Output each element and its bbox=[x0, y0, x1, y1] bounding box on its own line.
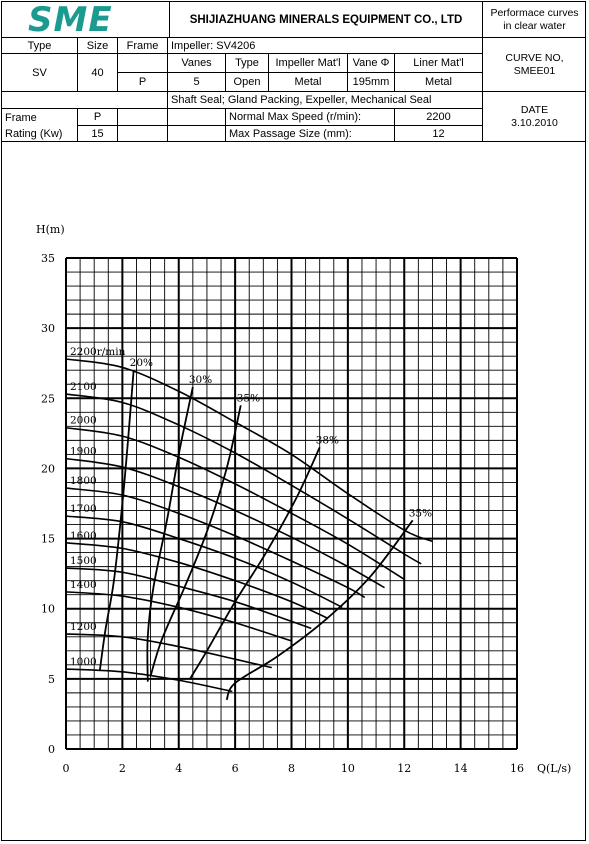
y-tick-label: 35 bbox=[41, 252, 55, 265]
y-tick-label: 0 bbox=[48, 743, 55, 756]
x-tick-label: 2 bbox=[118, 762, 126, 775]
efficiency-curve bbox=[147, 387, 193, 682]
speed-label: 1000 bbox=[70, 656, 97, 669]
efficiency-label: 20% bbox=[129, 357, 153, 370]
efficiency-label: 38% bbox=[315, 434, 340, 447]
y-tick-label: 30 bbox=[41, 322, 55, 336]
speed-label: 1500 bbox=[70, 555, 97, 568]
chart-grid bbox=[66, 258, 517, 749]
performance-line1: Performace curves bbox=[490, 6, 579, 19]
performance-line2: in clear water bbox=[503, 19, 566, 32]
speed-label: 1800 bbox=[70, 475, 97, 488]
normal-speed-label: Normal Max Speed (r/min): bbox=[226, 109, 395, 126]
date-value: 3.10.2010 bbox=[511, 116, 558, 129]
efficiency-label: 35% bbox=[408, 507, 433, 520]
curve-no-label: CURVE NO, bbox=[505, 51, 564, 64]
impeller-type-value: Open bbox=[226, 73, 269, 92]
y-tick-label: 5 bbox=[48, 672, 55, 686]
impeller-material-header: Impeller Mat'l bbox=[269, 54, 348, 73]
max-passage-value: 12 bbox=[395, 126, 483, 142]
x-tick-label: 14 bbox=[453, 762, 468, 775]
vanes-value: 5 bbox=[168, 73, 226, 92]
speed-label: 1200 bbox=[70, 620, 97, 633]
speed-label: 1700 bbox=[70, 503, 97, 516]
frame-row-value: P bbox=[78, 109, 118, 126]
logo-text: SME bbox=[28, 0, 113, 40]
impeller-model: Impeller: SV4206 bbox=[168, 38, 483, 54]
vane-diameter-value: 195mm bbox=[348, 73, 395, 92]
speed-label: 1600 bbox=[70, 529, 97, 542]
size-value: 40 bbox=[78, 54, 118, 92]
y-tick-label: 25 bbox=[41, 392, 55, 406]
impeller-type-header: Type bbox=[226, 54, 269, 73]
y-axis-label: H(m) bbox=[36, 223, 65, 236]
speed-curve bbox=[66, 459, 385, 588]
x-tick-label: 8 bbox=[288, 762, 295, 775]
chart-axes bbox=[41, 252, 524, 775]
speed-label: 2100 bbox=[70, 381, 97, 394]
frame-value: P bbox=[118, 73, 168, 92]
speed-label: 2200r/min bbox=[70, 346, 126, 359]
rating-value: 15 bbox=[78, 126, 118, 142]
efficiency-curve bbox=[151, 405, 241, 676]
vanes-header: Vanes bbox=[168, 54, 226, 73]
x-tick-label: 4 bbox=[175, 762, 183, 775]
speed-label: 2000 bbox=[70, 414, 97, 427]
frame-row-label: Frame bbox=[2, 109, 78, 126]
type-value: SV bbox=[2, 54, 78, 92]
y-tick-label: 15 bbox=[41, 532, 55, 546]
efficiency-label: 30% bbox=[188, 374, 213, 387]
frame-header: Frame bbox=[118, 38, 168, 54]
x-tick-label: 6 bbox=[231, 762, 239, 775]
y-tick-label: 10 bbox=[41, 602, 55, 616]
company-name: SHIJIAZHUANG MINERALS EQUIPMENT CO., LTD bbox=[170, 2, 483, 38]
shaft-seal: Shaft Seal; Gland Packing, Expeller, Mechanical Seal bbox=[168, 92, 483, 109]
x-axis-label: Q(L/s) bbox=[537, 762, 572, 775]
date-label: DATE bbox=[520, 103, 549, 116]
liner-material-header: Liner Mat'l bbox=[395, 54, 483, 73]
y-tick-label: 20 bbox=[41, 462, 55, 476]
impeller-material-value: Metal bbox=[269, 73, 348, 92]
curve-no-value: SMEE01 bbox=[513, 64, 556, 77]
size-header: Size bbox=[78, 38, 118, 54]
x-tick-label: 10 bbox=[340, 762, 355, 775]
speed-label: 1900 bbox=[70, 445, 97, 458]
liner-material-value: Metal bbox=[395, 73, 483, 92]
normal-speed-value: 2200 bbox=[395, 109, 483, 126]
rating-label: Rating (Kw) bbox=[2, 126, 78, 142]
speed-label: 1400 bbox=[70, 578, 97, 591]
efficiency-label: 35% bbox=[236, 392, 261, 405]
x-tick-label: 12 bbox=[397, 762, 412, 775]
x-tick-label: 16 bbox=[510, 762, 524, 775]
x-tick-label: 0 bbox=[62, 762, 70, 775]
type-header: Type bbox=[2, 38, 78, 54]
max-passage-label: Max Passage Size (mm): bbox=[226, 126, 395, 142]
vane-diameter-header: Vane Φ bbox=[348, 54, 395, 73]
